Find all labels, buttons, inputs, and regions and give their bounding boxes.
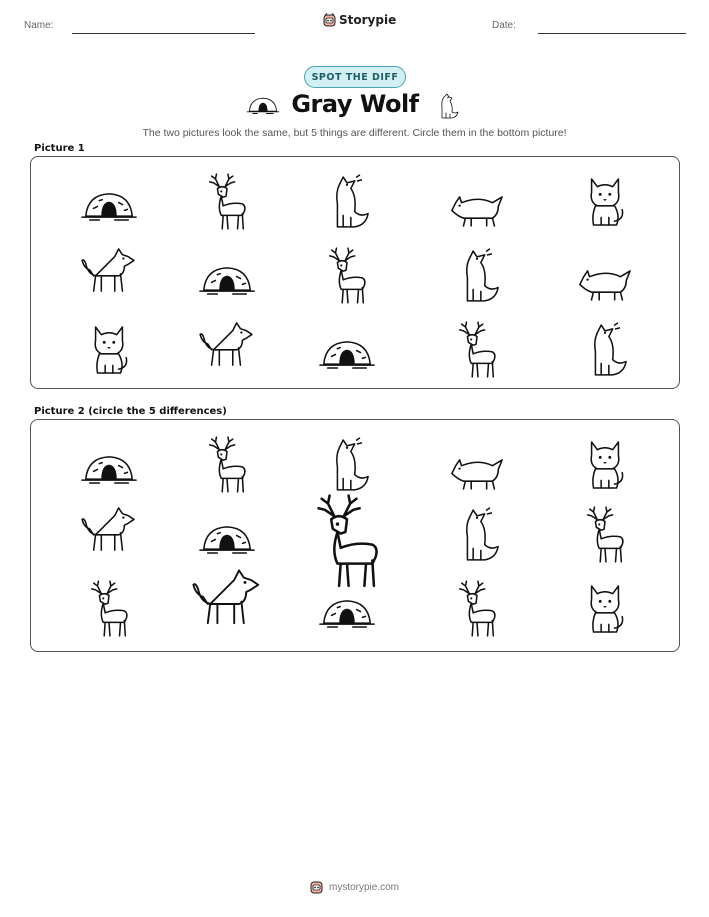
picture-1-cell-r2-c5 bbox=[576, 263, 634, 302]
picture-1-cell-r3-c5 bbox=[582, 321, 628, 379]
picture-2-cell-r2-c5[interactable] bbox=[582, 506, 628, 564]
picture-1-cell-r1-c2 bbox=[204, 173, 250, 231]
footer-url[interactable]: mystorypie.com bbox=[329, 881, 400, 893]
picture-2-cell-r3-c1[interactable] bbox=[86, 580, 132, 638]
picture-2-cell-r3-c2[interactable] bbox=[191, 568, 263, 628]
name-field[interactable] bbox=[72, 33, 255, 34]
picture-1-cell-r2-c3 bbox=[324, 247, 370, 305]
picture-1-label: Picture 1 bbox=[34, 143, 85, 154]
picture-2-cell-r2-c2[interactable] bbox=[198, 522, 256, 555]
den-icon bbox=[80, 189, 138, 222]
howling-wolf-icon bbox=[430, 92, 460, 120]
picture-2-label: Picture 2 (circle the 5 differences) bbox=[34, 406, 227, 417]
picture-2-cell-r1-c1[interactable] bbox=[80, 452, 138, 485]
storypie-mascot-icon bbox=[310, 880, 323, 894]
deer-icon bbox=[454, 580, 500, 638]
den-icon bbox=[80, 452, 138, 485]
picture-1-cell-r1-c4 bbox=[448, 189, 506, 228]
standing-wolf-icon bbox=[80, 506, 138, 554]
date-label: Date: bbox=[492, 20, 516, 31]
wolf-pup-icon bbox=[582, 173, 628, 231]
name-label: Name: bbox=[24, 20, 54, 31]
footer bbox=[310, 880, 399, 894]
den-icon bbox=[318, 337, 376, 370]
wolf-pup-icon bbox=[86, 321, 132, 379]
deer-icon bbox=[324, 247, 370, 305]
storypie-mascot-icon bbox=[323, 13, 336, 27]
deer-icon bbox=[204, 436, 250, 494]
brand-name: Storypie bbox=[339, 13, 397, 27]
picture-1-panel bbox=[30, 156, 680, 389]
den-icon bbox=[198, 522, 256, 555]
picture-2-cell-r2-c1[interactable] bbox=[80, 506, 138, 554]
den-icon bbox=[318, 596, 376, 629]
picture-2-cell-r2-c3[interactable] bbox=[309, 494, 385, 589]
picture-2-cell-r3-c5[interactable] bbox=[582, 580, 628, 638]
wolf-pup-icon bbox=[582, 580, 628, 638]
prowling-wolf-icon bbox=[448, 189, 506, 228]
wolf-pup-icon bbox=[582, 436, 628, 494]
picture-1-cell-r1-c5 bbox=[582, 173, 628, 231]
picture-1-cell-r3-c4 bbox=[454, 321, 500, 379]
picture-2-cell-r2-c4[interactable] bbox=[454, 506, 500, 564]
instructions-text: The two pictures look the same, but 5 things are different. Circle them in the bottom picture! bbox=[142, 127, 567, 139]
standing-wolf-icon bbox=[198, 321, 256, 369]
howling-wolf-icon bbox=[454, 506, 500, 564]
picture-1-cell-r1-c1 bbox=[80, 189, 138, 222]
picture-1-cell-r3-c2 bbox=[198, 321, 256, 369]
picture-1-cell-r2-c4 bbox=[454, 247, 500, 305]
deer-icon bbox=[582, 506, 628, 564]
deer-icon bbox=[86, 580, 132, 638]
picture-1-cell-r1-c3 bbox=[324, 173, 370, 231]
prowling-wolf-icon bbox=[448, 452, 506, 491]
picture-2-panel[interactable] bbox=[30, 419, 680, 652]
den-icon bbox=[246, 95, 280, 115]
den-icon bbox=[198, 263, 256, 296]
page-title: Gray Wolf bbox=[291, 90, 419, 118]
picture-1-cell-r3-c1 bbox=[86, 321, 132, 379]
prowling-wolf-icon bbox=[576, 263, 634, 302]
picture-1-cell-r2-c1 bbox=[80, 247, 138, 295]
date-field[interactable] bbox=[538, 33, 686, 34]
picture-2-cell-r3-c3[interactable] bbox=[318, 596, 376, 629]
standing-wolf-icon bbox=[191, 568, 263, 628]
brand-logo bbox=[323, 13, 396, 27]
howling-wolf-icon bbox=[324, 173, 370, 231]
picture-2-cell-r3-c4[interactable] bbox=[454, 580, 500, 638]
standing-wolf-icon bbox=[80, 247, 138, 295]
howling-wolf-icon bbox=[454, 247, 500, 305]
picture-2-cell-r1-c3[interactable] bbox=[324, 436, 370, 494]
howling-wolf-icon bbox=[324, 436, 370, 494]
picture-1-cell-r2-c2 bbox=[198, 263, 256, 296]
deer-icon bbox=[204, 173, 250, 231]
spot-the-diff-badge: SPOT THE DIFF bbox=[304, 66, 406, 88]
picture-2-cell-r1-c5[interactable] bbox=[582, 436, 628, 494]
picture-1-cell-r3-c3 bbox=[318, 337, 376, 370]
howling-wolf-icon bbox=[582, 321, 628, 379]
picture-2-cell-r1-c2[interactable] bbox=[204, 436, 250, 494]
deer-icon bbox=[454, 321, 500, 379]
picture-2-cell-r1-c4[interactable] bbox=[448, 452, 506, 491]
deer-icon bbox=[309, 494, 385, 589]
